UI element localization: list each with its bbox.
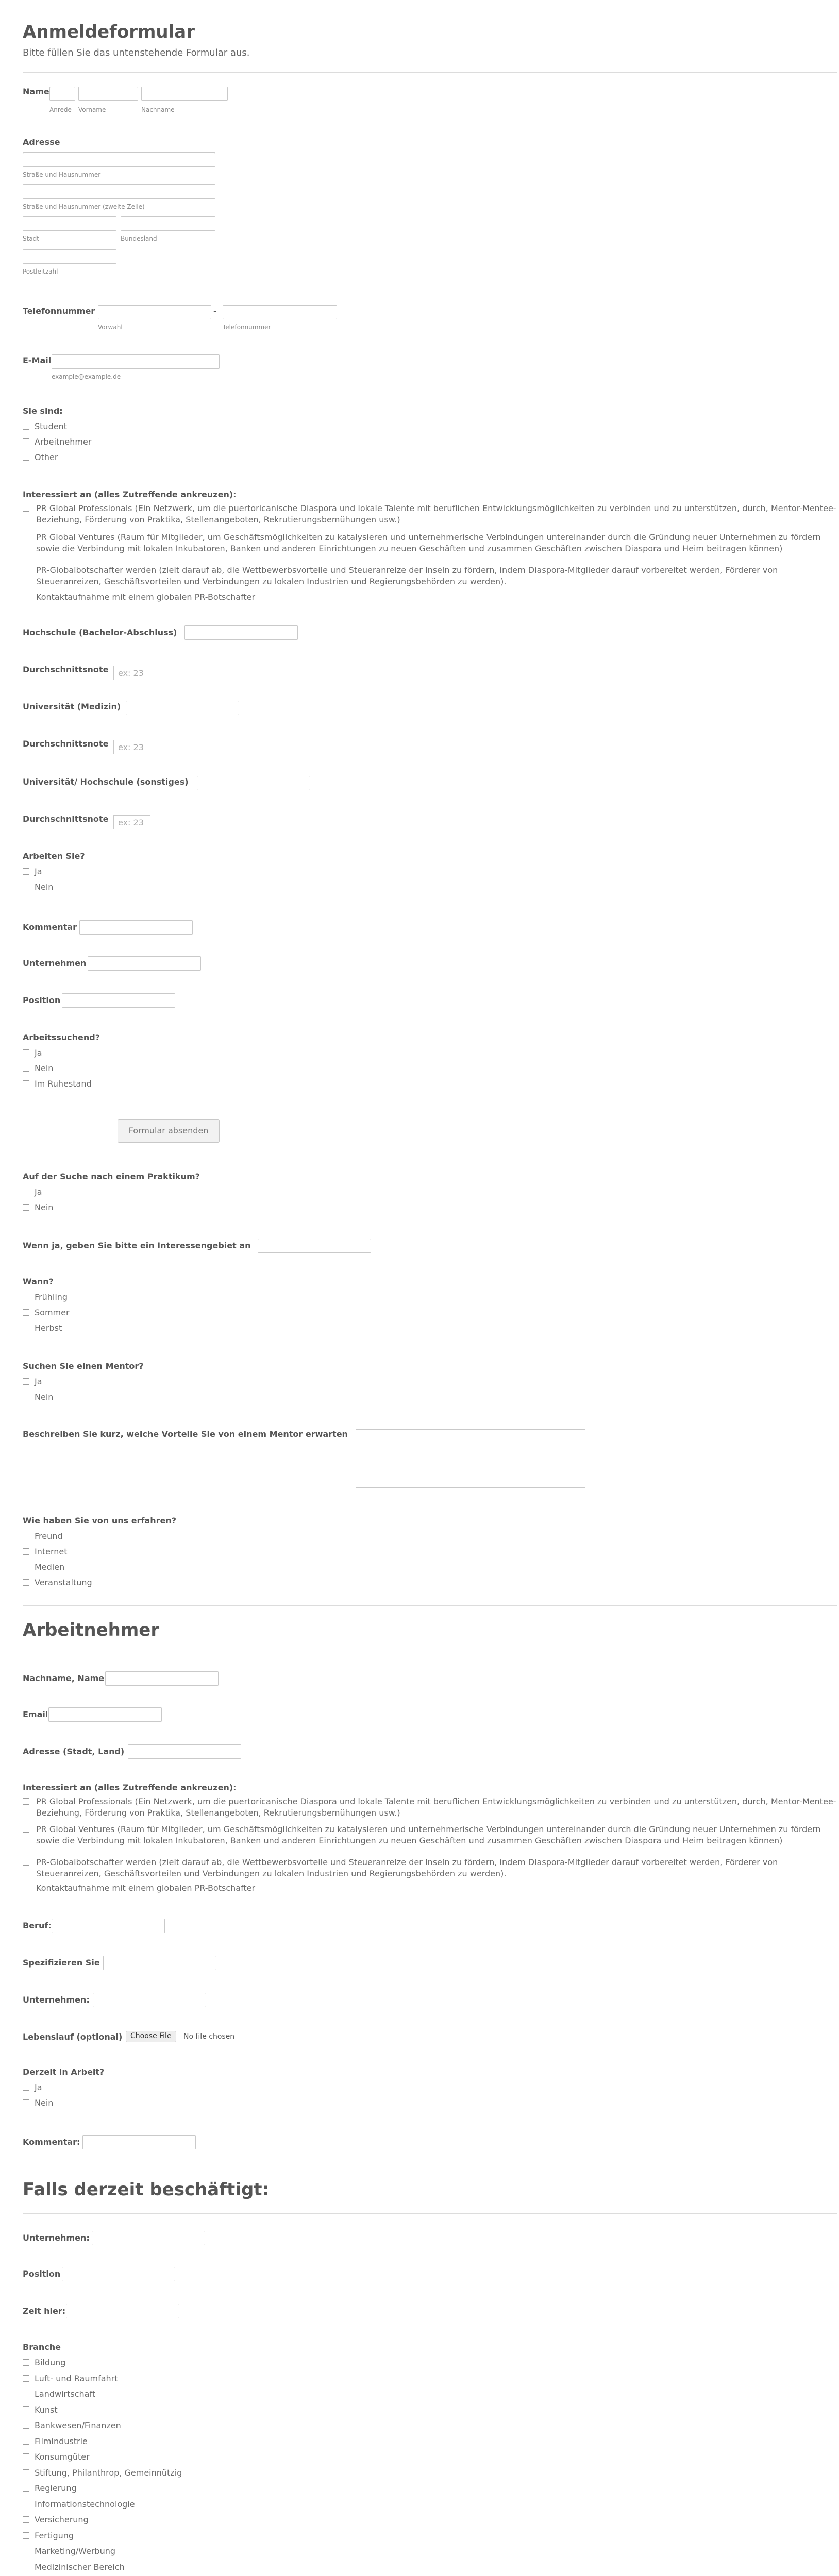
checkbox[interactable] [23,1309,29,1316]
checkbox[interactable] [23,2359,29,2366]
comment-input[interactable] [79,920,193,935]
phone-number-input[interactable] [223,305,337,319]
status-option-student[interactable]: Student [23,421,67,432]
checkbox[interactable] [23,868,29,875]
state-hint: Bundesland [121,235,157,242]
checkbox[interactable] [23,1548,29,1555]
divider [23,1605,837,1606]
industry-option[interactable]: Marketing/Werbung [23,2546,115,2556]
mentor-benefits-textarea[interactable] [356,1429,585,1488]
interest-area-label: Wenn ja, geben Sie bitte ein Interessengebiet an [23,1241,251,1250]
employee-interest-contact[interactable]: Kontaktaufnahme mit einem globalen PR-Botschafter [23,1883,837,1894]
when-option-autumn[interactable]: Herbst [23,1323,62,1333]
cv-file-status: No file chosen [183,2032,235,2041]
employed-company-input[interactable] [92,2231,205,2245]
checkbox[interactable] [23,2453,29,2460]
industry-option[interactable]: Stiftung, Philanthrop, Gemeinnützig [23,2468,182,2478]
last-name-hint: Nachname [141,106,175,113]
checkbox[interactable] [23,2548,29,2554]
street2-hint: Straße und Hausnummer (zweite Zeile) [23,203,145,210]
currently-working-no[interactable]: Nein [23,2098,53,2108]
industry-option[interactable]: Kunst [23,2405,58,2415]
checkbox[interactable] [23,1859,29,1866]
industry-option[interactable]: Filmindustrie [23,2436,88,2447]
checkbox[interactable] [23,423,29,430]
submit-form-button[interactable]: Formular absenden [118,1119,220,1143]
zip-hint: Postleitzahl [23,268,58,275]
industry-option[interactable]: Fertigung [23,2531,74,2541]
city-hint: Stadt [23,235,39,242]
zip-input[interactable] [23,249,116,264]
employee-address-label: Adresse (Stadt, Land) [23,1747,125,1756]
interests-label: Interessiert an (alles Zutreffende ankreuzen): [23,489,237,499]
employee-interest-professionals[interactable]: PR Global Professionals (Ein Netzwerk, um die puertoricanische Diaspora und lokale Talente mit beruflichen Entwicklungsmöglichkeiten zu verbinden und zu unterstützen, durch, Mentor-Mentee-Beziehung, Förderung von Praktika, Stellenangeboten, Rekrutierungsbemühungen usw.) [23,1796,837,1819]
interest-option-ventures[interactable]: PR Global Ventures (Raum für Mitglieder, um Geschäftsmöglichkeiten zu katalysieren und unternehmerische Verbindungen untereinander durch die Gründung neuer Unternehmen zu fördern sowie die Verbindung mit lokalen Inkubatoren, Banken und anderen Einrichtungen zu neuen Geschäften und zusammen Geschäften zwischen Diaspora und Heim beitragen können) [23,532,837,554]
status-label: Sie sind: [23,406,63,416]
street-input[interactable] [23,152,215,167]
employed-heading: Falls derzeit beschäftigt: [23,2179,270,2200]
checkbox[interactable] [23,884,29,890]
status-option-employee[interactable]: Arbeitnehmer [23,437,91,447]
checkbox[interactable] [23,1533,29,1539]
seeking-option-retired[interactable]: Im Ruhestand [23,1079,92,1089]
med-input[interactable] [126,701,239,715]
time-here-input[interactable] [66,2304,179,2318]
gpa-input-3[interactable]: ex: 23 [113,815,150,829]
mentor-label: Suchen Sie einen Mentor? [23,1361,144,1371]
gpa-input-1[interactable]: ex: 23 [113,666,150,680]
checkbox[interactable] [23,1885,29,1891]
employee-interest-ambassador[interactable]: PR-Globalbotschafter werden (zielt darauf ab, die Wettbewerbsvorteile und Steueranreize der Inseln zu fördern, indem Diaspora-Mitglieder darauf vorbereitet werden, Förderer von Steueranreizen, Geschäftsvorteilen und Verbindungen zu lokalen Industrien und Regierungsbehörden zu werden). [23,1857,837,1879]
phone-number-hint: Telefonnummer [223,324,271,331]
employed-position-label: Position [23,2269,61,2279]
checkbox[interactable] [23,594,29,600]
street2-input[interactable] [23,184,215,199]
checkbox[interactable] [23,505,29,512]
industry-option[interactable]: Landwirtschaft [23,2389,95,2399]
employee-heading: Arbeitnehmer [23,1620,160,1640]
first-name-input[interactable] [78,87,138,101]
time-here-label: Zeit hier: [23,2306,66,2316]
specify-input[interactable] [103,1956,216,1970]
employee-name-input[interactable] [105,1671,219,1686]
position-label: Position [23,995,61,1005]
other-uni-input[interactable] [197,776,310,790]
heard-option-media[interactable]: Medien [23,1562,64,1572]
mentor-benefits-label: Beschreiben Sie kurz, welche Vorteile Sie von einem Mentor erwarten [23,1429,348,1439]
checkbox[interactable] [23,2501,29,2507]
currently-working-label: Derzeit in Arbeit? [23,2067,105,2077]
internship-option-yes[interactable]: Ja [23,1187,42,1197]
checkbox[interactable] [23,1294,29,1300]
city-input[interactable] [23,216,116,231]
specify-label: Spezifizieren Sie [23,1958,100,1968]
checkbox[interactable] [23,1579,29,1586]
checkbox[interactable] [23,567,29,573]
job-label: Beruf: [23,1921,52,1930]
heard-option-friend[interactable]: Freund [23,1531,63,1541]
industry-option[interactable]: Versicherung [23,2515,89,2525]
email-label: E-Mail [23,355,52,365]
first-name-hint: Vorname [78,106,106,113]
working-label: Arbeiten Sie? [23,851,85,861]
checkbox[interactable] [23,1080,29,1087]
internship-option-no[interactable]: Nein [23,1202,53,1213]
checkbox[interactable] [23,2532,29,2539]
industry-option[interactable]: Luft- und Raumfahrt [23,2374,118,2384]
seeking-option-no[interactable]: Nein [23,1063,53,1074]
email-input[interactable] [52,354,220,369]
employee-email-input[interactable] [48,1707,162,1722]
gpa-input-2[interactable]: ex: 23 [113,740,150,754]
email-hint: example@example.de [52,373,121,380]
page-title: Anmeldeformular [23,22,195,42]
employee-address-input[interactable] [128,1744,241,1759]
street-hint: Straße und Hausnummer [23,171,101,178]
gpa-label-3: Durchschnittsnote [23,814,109,824]
checkbox[interactable] [23,2516,29,2523]
salutation-hint: Anrede [49,106,72,113]
checkbox[interactable] [23,1798,29,1805]
when-option-summer[interactable]: Sommer [23,1308,70,1318]
industry-option[interactable]: Informationstechnologie [23,2499,135,2510]
divider [23,72,837,73]
currently-working-yes[interactable]: Ja [23,2082,42,2093]
checkbox[interactable] [23,2375,29,2382]
seeking-work-label: Arbeitssuchend? [23,1032,100,1042]
company-input[interactable] [88,956,201,971]
heard-label: Wie haben Sie von uns erfahren? [23,1516,176,1526]
company-label: Unternehmen [23,958,87,968]
checkbox[interactable] [23,1325,29,1331]
employee-company-label: Unternehmen: [23,1995,90,2005]
checkbox[interactable] [23,1394,29,1400]
checkbox[interactable] [23,2406,29,2413]
employee-comment-label: Kommentar: [23,2137,80,2147]
employed-company-label: Unternehmen: [23,2233,90,2243]
bachelor-label: Hochschule (Bachelor-Abschluss) [23,628,177,637]
checkbox[interactable] [23,1049,29,1056]
seeking-option-yes[interactable]: Ja [23,1048,42,1058]
checkbox[interactable] [23,1826,29,1833]
checkbox[interactable] [23,2084,29,2091]
employed-position-input[interactable] [62,2267,175,2281]
employee-interest-ventures[interactable]: PR Global Ventures (Raum für Mitglieder, um Geschäftsmöglichkeiten zu katalysieren und unternehmerische Verbindungen untereinander durch die Gründung neuer Unternehmen zu fördern sowie die Verbindung mit lokalen Inkubatoren, Banken und anderen Einrichtungen zu neuen Geschäften und zusammen Geschäften zwischen Diaspora und Heim beitragen können) [23,1824,837,1846]
cv-label: Lebenslauf (optional) [23,2032,123,2042]
interest-option-professionals[interactable]: PR Global Professionals (Ein Netzwerk, um die puertoricanische Diaspora und lokale Talente mit beruflichen Entwicklungsmöglichkeiten zu verbinden und zu unterstützen, durch, Mentor-Mentee-Beziehung, Förderung von Praktika, Stellenangeboten, Rekrutierungsbemühungen usw.) [23,503,837,526]
last-name-input[interactable] [141,87,228,101]
area-code-input[interactable] [98,305,211,319]
checkbox[interactable] [23,2422,29,2429]
checkbox[interactable] [23,1204,29,1211]
when-option-spring[interactable]: Frühling [23,1292,68,1302]
other-uni-label: Universität/ Hochschule (sonstiges) [23,777,189,787]
checkbox[interactable] [23,438,29,445]
checkbox[interactable] [23,534,29,540]
industry-option[interactable]: Medizinischer Bereich [23,2562,125,2572]
gpa-label-2: Durchschnittsnote [23,739,109,749]
phone-label: Telefonnummer [23,306,95,316]
divider [23,2213,837,2214]
employee-name-label: Nachname, Name [23,1673,105,1683]
when-label: Wann? [23,1277,54,1286]
employee-email-label: Email [23,1709,48,1719]
checkbox[interactable] [23,1564,29,1570]
checkbox[interactable] [23,2469,29,2476]
industry-label: Branche [23,2342,61,2352]
state-input[interactable] [121,216,215,231]
employee-comment-input[interactable] [82,2135,196,2149]
checkbox[interactable] [23,454,29,461]
mentor-option-no[interactable]: Nein [23,1392,53,1402]
industry-option[interactable]: Bildung [23,2358,65,2368]
gpa-label-1: Durchschnittsnote [23,665,109,674]
heard-option-internet[interactable]: Internet [23,1547,68,1557]
working-option-yes[interactable]: Ja [23,867,42,877]
heard-option-event[interactable]: Veranstaltung [23,1578,92,1588]
address-label: Adresse [23,137,60,147]
internship-label: Auf der Suche nach einem Praktikum? [23,1172,200,1181]
interest-option-contact[interactable]: Kontaktaufnahme mit einem globalen PR-Botschafter [23,591,837,603]
position-input[interactable] [62,993,175,1008]
checkbox[interactable] [23,1065,29,1072]
checkbox[interactable] [23,2485,29,2492]
employee-interests-label: Interessiert an (alles Zutreffende ankreuzen): [23,1783,237,1792]
employee-company-input[interactable] [93,1993,206,2007]
comment-label: Kommentar [23,922,77,932]
interest-area-input[interactable] [258,1239,371,1253]
checkbox[interactable] [23,1378,29,1385]
area-code-hint: Vorwahl [98,324,123,331]
interest-option-ambassador[interactable]: PR-Globalbotschafter werden (zielt darauf ab, die Wettbewerbsvorteile und Steueranreize der Inseln zu fördern, indem Diaspora-Mitglieder darauf vorbereitet werden, Förderer von Steueranreizen, Geschäftsvorteilen und Verbindungen zu lokalen Industrien und Regierungsbehörden zu werden). [23,565,837,587]
page-subtitle: Bitte füllen Sie das untenstehende Formular aus. [23,47,250,58]
industry-option[interactable]: Bankwesen/Finanzen [23,2420,121,2431]
bachelor-input[interactable] [184,625,298,640]
mentor-option-yes[interactable]: Ja [23,1377,42,1387]
job-input[interactable] [52,1919,165,1933]
checkbox[interactable] [23,2564,29,2570]
phone-separator: - [213,306,216,316]
checkbox[interactable] [23,2391,29,2397]
status-option-other[interactable]: Other [23,452,58,463]
name-label: Name [23,87,49,96]
checkbox[interactable] [23,1189,29,1195]
working-option-no[interactable]: Nein [23,882,53,892]
med-label: Universität (Medizin) [23,702,121,711]
checkbox[interactable] [23,2438,29,2445]
cv-choose-file-button[interactable]: Choose File [126,2031,176,2042]
checkbox[interactable] [23,2099,29,2106]
industry-option[interactable]: Regierung [23,2483,77,2494]
industry-option[interactable]: Konsumgüter [23,2452,90,2462]
salutation-input[interactable] [49,87,75,101]
